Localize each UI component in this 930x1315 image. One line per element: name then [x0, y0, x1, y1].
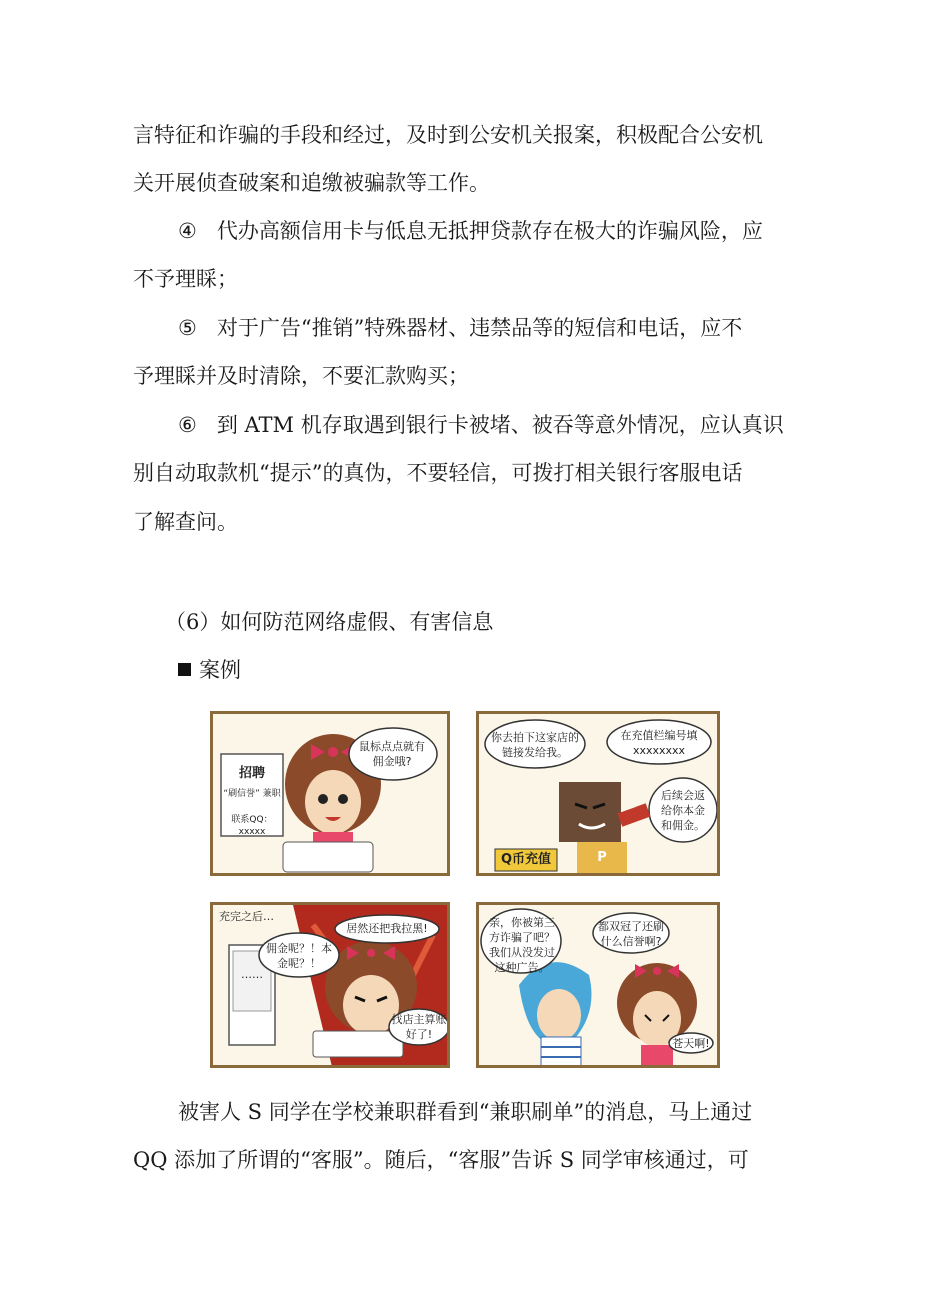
- caption: 充完之后…: [219, 910, 274, 923]
- list-marker: ⑤: [178, 316, 197, 340]
- list-item-text: 代办高额信用卡与低息无抵押贷款存在极大的诈骗风险，应: [216, 219, 763, 243]
- list-marker: ⑥: [178, 413, 197, 437]
- list-item-4: [178, 216, 763, 246]
- comic-panel-1: [210, 711, 450, 876]
- paragraph-line: 关开展侦查破案和追缴被骗款等工作。: [133, 171, 490, 195]
- monitor-screen-text: ……: [241, 968, 263, 981]
- paragraph-line: 予理睬并及时清除，不要汇款购买；: [133, 364, 469, 388]
- list-item-5: [178, 313, 742, 343]
- speech-bubble: 你去拍下这家店的链接发给我。: [491, 731, 579, 759]
- speech-bubble: 找店主算账好了!: [391, 1013, 447, 1041]
- section-heading: （6）如何防范网络虚假、有害信息: [165, 610, 494, 634]
- paragraph-line: 言特征和诈骗的手段和经过，及时到公安机关报案，积极配合公安机: [133, 123, 763, 147]
- paragraph-line: 被害人 S 同学在学校兼职群看到“兼职刷单”的消息，马上通过: [178, 1100, 753, 1124]
- paragraph-line: QQ 添加了所谓的“客服”。随后，“客服”告诉 S 同学审核通过，可: [133, 1148, 749, 1172]
- speech-bubble: 居然还把我拉黑!: [346, 922, 428, 935]
- case-label: [178, 655, 241, 685]
- speech-bubble: 亲，你被第三方诈骗了吧？我们从没发过这种广告。: [489, 916, 555, 974]
- paragraph-line: 了解查问。: [133, 510, 238, 534]
- shirt-badge: P: [597, 850, 607, 865]
- list-item-6: [178, 410, 784, 440]
- speech-bubble: 都双冠了还刷什么信誉啊?: [598, 920, 664, 948]
- list-item-text: 到 ATM 机存取遇到银行卡被堵、被吞等意外情况，应认真识: [216, 413, 784, 437]
- comic-panel-2: [476, 711, 720, 876]
- speech-bubble: 佣金呢？！本金呢？！: [266, 942, 332, 970]
- paragraph-line: 不予理睬；: [133, 267, 238, 291]
- square-bullet-icon: [178, 663, 191, 676]
- speech-bubble: 苍天啊!: [672, 1037, 710, 1050]
- speech-bubble: 后续会返给你本金和佣金。: [661, 789, 705, 832]
- paragraph-line: 别自动取款机“提示”的真伪，不要轻信，可拨打相关银行客服电话: [133, 461, 743, 485]
- comic-panel-3: [210, 902, 450, 1068]
- speech-bubble: 鼠标点点就有佣金哦?: [359, 740, 425, 768]
- case-label-text: 案例: [199, 658, 241, 682]
- sign-line: “刷信誉” 兼职: [223, 789, 281, 799]
- sign-line: 联系QQ：xxxxx: [231, 815, 273, 837]
- list-marker: ④: [178, 219, 197, 243]
- list-item-text: 对于广告“推销”特殊器材、违禁品等的短信和电话，应不: [216, 316, 743, 340]
- recharge-sign: Q币充值: [500, 852, 552, 867]
- speech-bubble: 在充值栏编号填xxxxxxxx: [620, 729, 698, 757]
- sign-title: 招聘: [238, 766, 265, 781]
- comic-panel-4: [476, 902, 720, 1068]
